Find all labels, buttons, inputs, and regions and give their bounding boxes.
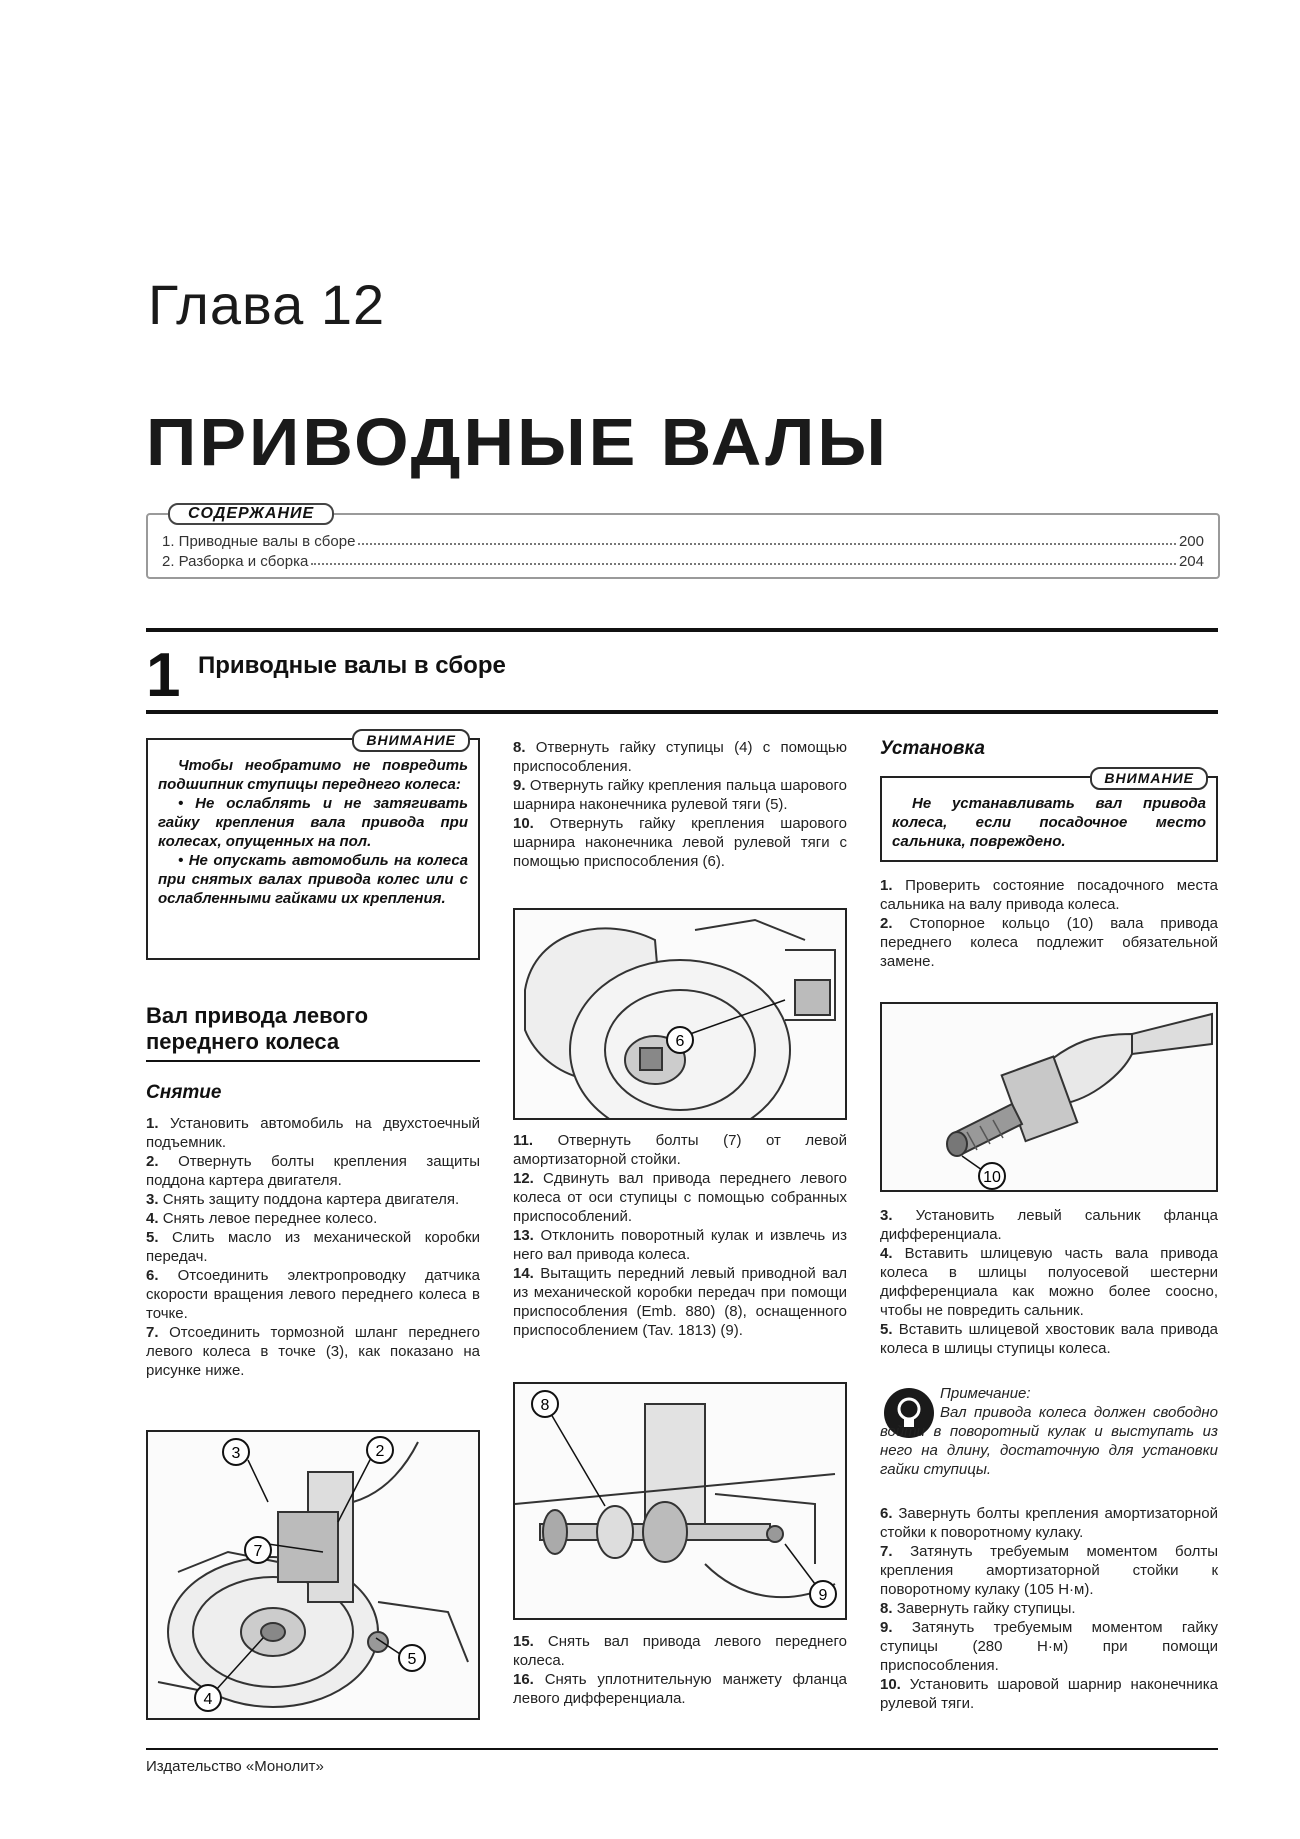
step: 2. Стопорное кольцо (10) вала привода переднего колеса подлежит обязательной замене. xyxy=(880,915,1219,970)
step: 8. Завернуть гайку ступицы. xyxy=(880,1600,1076,1617)
step: 3. Снять защиту поддона картера двигателя. xyxy=(146,1191,460,1208)
step: 9. Отвернуть гайку крепления пальца шарового шарнира наконечника рулевой тяги (5). xyxy=(513,777,847,813)
warning-label: ВНИМАНИЕ xyxy=(1090,767,1208,790)
step: 16. Снять уплотнительную манжету фланца левого дифференциала. xyxy=(513,1671,847,1707)
step: 8. Отвернуть гайку ступицы (4) с помощью приспособления. xyxy=(513,739,847,775)
step: 2. Отвернуть болты крепления защиты поддона картера двигателя. xyxy=(146,1153,481,1189)
callout-8: 8 xyxy=(540,1397,550,1414)
callout-4: 4 xyxy=(203,1691,213,1708)
warning-box xyxy=(146,732,480,960)
footer-rule xyxy=(146,1748,1218,1750)
warning-intro: Чтобы необратимо не повредить подшипник ступицы переднего колеса: xyxy=(158,757,468,793)
brake-assembly-illustration xyxy=(148,1432,478,1718)
col3-steps-c xyxy=(880,1504,1218,1713)
col2-steps-b xyxy=(513,1131,847,1340)
step: 10. Установить шаровой шарнир наконечника рулевой тяги. xyxy=(880,1676,1218,1712)
warning-text: Не устанавливать вал привода колеса, если посадочное место сальника, повреждено. xyxy=(892,795,1206,850)
removal-heading: Снятие xyxy=(146,1082,222,1103)
section-rule-top xyxy=(146,628,1218,632)
step: 5. Слить масло из механической коробки передач. xyxy=(146,1229,480,1265)
toc-item[interactable] xyxy=(162,553,1204,570)
step: 5. Вставить шлицевой хвостовик вала привода колеса в шлицы ступицы колеса. xyxy=(880,1321,1218,1357)
callout-9: 9 xyxy=(818,1587,828,1604)
figure-brake-assembly xyxy=(146,1430,480,1720)
step: 9. Затянуть требуемым моментом гайку ступицы (280 Н·м) при помощи приспособления. xyxy=(880,1619,1218,1674)
step: 12. Сдвинуть вал привода переднего левого колеса от оси ступицы с помощью собранных приспособлений. xyxy=(513,1170,847,1225)
callout-5: 5 xyxy=(407,1651,417,1668)
figure-hub-disc xyxy=(513,908,847,1120)
section-title: Приводные валы в сборе xyxy=(198,652,506,679)
callout-10: 10 xyxy=(983,1169,1001,1186)
page-title: ПРИВОДНЫЕ ВАЛЫ xyxy=(146,404,889,480)
step: 6. Завернуть болты крепления амортизаторной стойки к поворотному кулаку. xyxy=(880,1505,1219,1541)
step: 6. Отсоединить электропроводку датчика скорости вращения левого переднего колеса в точке. xyxy=(146,1267,481,1322)
step: 7. Отсоединить тормозной шланг переднего левого колеса в точке (3), как показано на рисунке ниже. xyxy=(146,1324,480,1379)
table-of-contents xyxy=(146,505,1220,579)
warning-bullet: • Не ослаблять и не затягивать гайку крепления вала привода при колесах, опущенных на пол. xyxy=(158,795,468,850)
subheading: Вал привода левого переднего колеса xyxy=(146,1003,369,1054)
step: 10. Отвернуть гайку крепления шарового шарнира наконечника левой рулевой тяги с помощью приспособления (6). xyxy=(513,815,847,870)
extraction-tool-illustration xyxy=(515,1384,845,1618)
note-text: Вал привода колеса должен свободно войти в поворотный кулак и выступать из него на длину, достаточную для установки гайки ступицы. xyxy=(880,1404,1218,1478)
toc-item[interactable] xyxy=(162,533,1204,550)
col3-steps-a xyxy=(880,876,1218,971)
col2-steps-a xyxy=(513,738,847,871)
step: 1. Установить автомобиль на двухстоечный подъемник. xyxy=(146,1115,480,1151)
step: 11. Отвернуть болты (7) от левой амортизаторной стойки. xyxy=(513,1132,847,1168)
drive-shaft-illustration xyxy=(882,1004,1216,1190)
toc-item-text: 2. Разборка и сборка xyxy=(162,553,309,570)
hub-disc-illustration xyxy=(515,910,845,1118)
subheading-rule xyxy=(146,1060,480,1062)
step: 1. Проверить состояние посадочного места сальника на валу привода колеса. xyxy=(880,877,1218,913)
callout-3: 3 xyxy=(231,1445,241,1462)
toc-item-page: 204 xyxy=(1178,553,1204,570)
step: 15. Снять вал привода левого переднего колеса. xyxy=(513,1633,847,1669)
chapter-label: Глава 12 xyxy=(148,273,386,336)
warning-label: ВНИМАНИЕ xyxy=(352,729,470,752)
step: 4. Снять левое переднее колесо. xyxy=(146,1210,378,1227)
toc-item-text: 1. Приводные валы в сборе xyxy=(162,533,356,550)
callout-2: 2 xyxy=(375,1443,385,1460)
section-number: 1 xyxy=(146,641,181,710)
callout-6: 6 xyxy=(675,1033,685,1050)
col3-steps-b xyxy=(880,1206,1218,1358)
note-head: Примечание: xyxy=(940,1385,1031,1402)
step: 3. Установить левый сальник фланца дифференциала. xyxy=(880,1207,1218,1243)
col2-steps-c xyxy=(513,1632,847,1708)
publisher-footer: Издательство «Монолит» xyxy=(146,1758,324,1775)
step: 7. Затянуть требуемым моментом болты крепления амортизаторной стойки к поворотному кулаку (105 Н·м). xyxy=(880,1543,1218,1598)
install-heading: Установка xyxy=(880,738,985,759)
col1-steps xyxy=(146,1114,480,1380)
step: 13. Отклонить поворотный кулак и извлечь из него вал привода колеса. xyxy=(513,1227,848,1263)
figure-extraction-tool xyxy=(513,1382,847,1620)
section-rule-bottom xyxy=(146,710,1218,714)
step: 4. Вставить шлицевую часть вала привода колеса в шлицы полуосевой шестерни дифференциала как можно более соосно, чтобы не повредить сальник. xyxy=(880,1245,1219,1319)
step: 14. Вытащить передний левый приводной вал из механической коробки передач при помощи приспособления (Emb. 880) (8), оснащенного приспособлением (Tav. 1813) (9). xyxy=(513,1265,847,1339)
warning-box-install xyxy=(880,770,1218,862)
callout-7: 7 xyxy=(253,1543,263,1560)
warning-bullet: • Не опускать автомобиль на колеса при снятых валах привода колес или с ослабленными гайками их крепления. xyxy=(158,852,468,907)
figure-drive-shaft xyxy=(880,1002,1218,1192)
toc-item-page: 200 xyxy=(1178,533,1204,550)
toc-label: СОДЕРЖАНИЕ xyxy=(168,503,334,525)
